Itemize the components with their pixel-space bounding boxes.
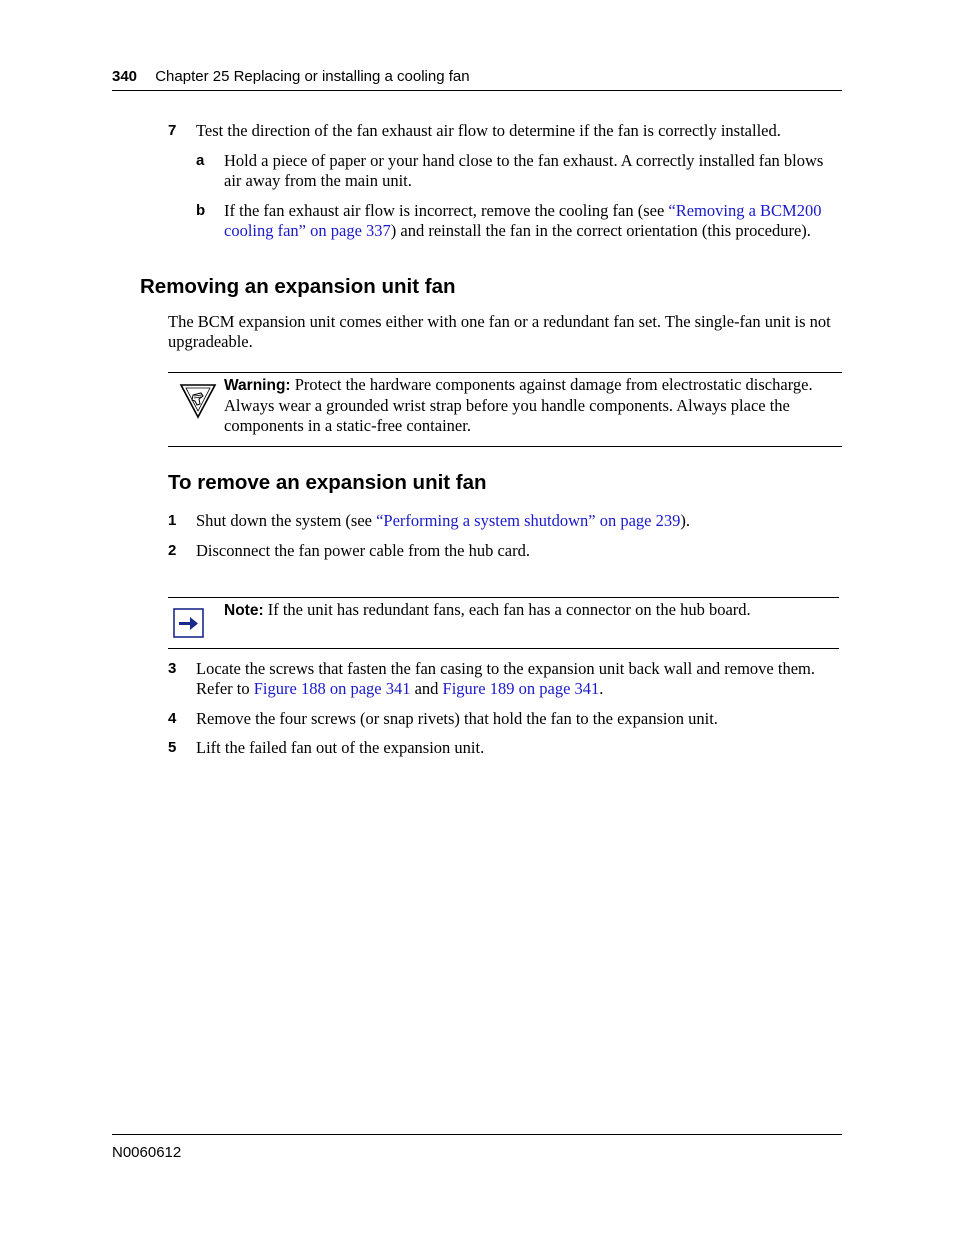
step-number: 1 [168, 512, 177, 529]
document-id: N0060612 [112, 1144, 182, 1161]
substep-label: a [196, 152, 205, 169]
header-rule [112, 90, 842, 91]
warning-text: Warning: Protect the hardware components against damage from electrostatic discharge. Always wear a grounded wrist strap before you handle components. Always place the components in a static-free container. [224, 375, 813, 435]
cross-reference-link[interactable]: “Removing a BCM200 cooling fan” on page 337 [224, 201, 822, 240]
step-number: 7 [168, 122, 177, 139]
procedure-heading: To remove an expansion unit fan [168, 471, 487, 494]
step-number: 3 [168, 660, 177, 677]
substep-text: If the fan exhaust air flow is incorrect, remove the cooling fan (see “Removing a BCM200 cooling fan” on page 337) and reinstall the fan in the correct orientation (this procedure). [224, 201, 822, 240]
step-number: 4 [168, 710, 177, 727]
warning-top-rule [168, 372, 842, 373]
figure-link[interactable]: Figure 188 on page 341 [253, 679, 411, 698]
step-text: Test the direction of the fan exhaust air flow to determine if the fan is correctly installed. [196, 121, 781, 140]
cross-reference-link[interactable]: “Performing a system shutdown” on page 239 [376, 511, 681, 530]
step-number: 5 [168, 739, 177, 756]
note-text: Note: If the unit has redundant fans, each fan has a connector on the hub board. [224, 600, 751, 619]
warning-label: Warning: [224, 377, 291, 394]
running-header [112, 68, 842, 85]
page-number: 340 [112, 68, 138, 85]
note-top-rule [168, 597, 839, 598]
step-text: Lift the failed fan out of the expansion unit. [196, 738, 485, 757]
step-text: Remove the four screws (or snap rivets) that hold the fan to the expansion unit. [196, 709, 718, 728]
chapter-title: Chapter 25 Replacing or installing a cooling fan [155, 68, 470, 85]
note-label: Note: [224, 602, 264, 619]
note-bottom-rule [168, 648, 839, 649]
substep-label: b [196, 202, 206, 219]
section-heading: Removing an expansion unit fan [140, 275, 456, 298]
figure-link[interactable]: Figure 189 on page 341 [442, 679, 600, 698]
substep-text: Hold a piece of paper or your hand close to the fan exhaust. A correctly installed fan blows air away from the main unit. [224, 151, 824, 190]
section-intro: The BCM expansion unit comes either with one fan or a redundant fan set. The single-fan unit is not upgradeable. [168, 312, 831, 351]
step-text: Shut down the system (see “Performing a system shutdown” on page 239). [196, 511, 691, 530]
warning-bottom-rule [168, 446, 842, 447]
step-number: 2 [168, 542, 177, 559]
step-text: Disconnect the fan power cable from the hub card. [196, 541, 530, 560]
step-text: Locate the screws that fasten the fan casing to the expansion unit back wall and remove them. Refer to Figure 188 on page 341 and Figure 189 on page 341. [196, 659, 815, 698]
footer-rule [112, 1134, 842, 1135]
arrow-right-icon [173, 608, 204, 638]
esd-warning-icon [179, 382, 217, 420]
